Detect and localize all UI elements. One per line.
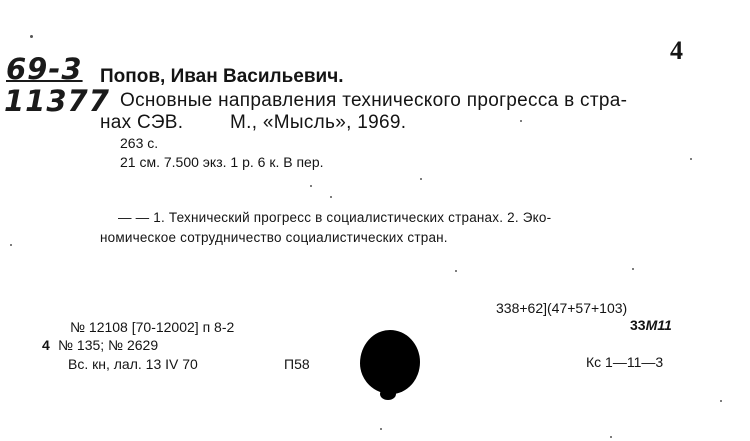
scan-speck bbox=[380, 428, 382, 430]
issue-prefix: 4 bbox=[42, 337, 50, 353]
classification-code bbox=[630, 317, 672, 333]
scan-speck bbox=[690, 158, 692, 160]
plate-code: П58 bbox=[284, 356, 310, 372]
scan-speck bbox=[520, 120, 522, 122]
handwritten-shelf-mark-top: 69-3 bbox=[6, 52, 83, 86]
code-33: 33 bbox=[630, 317, 646, 333]
issue-numbers: № 135; № 2629 bbox=[58, 337, 159, 353]
book-chamber-line: Вс. кн, лал. 13 IV 70 bbox=[68, 356, 198, 372]
scan-speck bbox=[632, 268, 634, 270]
pages-count: 263 с. bbox=[120, 135, 159, 151]
subject-note-line-1: — — 1. Технический прогресс в социалистических странах. 2. Эко- bbox=[118, 210, 552, 225]
author-name: Попов, Иван Васильевич. bbox=[100, 66, 344, 87]
classification-index: 338+62](47+57+103) bbox=[496, 300, 628, 316]
title-line-2-b: М., «Мысль», 1969. bbox=[230, 112, 407, 133]
scan-speck bbox=[10, 244, 12, 246]
scan-speck bbox=[30, 35, 33, 38]
card-hole-mark bbox=[360, 330, 420, 394]
physical-description: 21 см. 7.500 экз. 1 р. 6 к. В пер. bbox=[120, 154, 324, 170]
scan-speck bbox=[420, 178, 422, 180]
scan-speck bbox=[720, 400, 722, 402]
scan-speck bbox=[455, 270, 457, 272]
card-corner-number: 4 bbox=[670, 36, 683, 65]
scan-speck bbox=[610, 436, 612, 438]
catalog-card-code: Кс 1—11—3 bbox=[586, 354, 664, 370]
card-hole-tail bbox=[380, 388, 396, 400]
scan-speck bbox=[310, 185, 312, 187]
handwritten-shelf-mark-bottom: 11377 bbox=[4, 84, 110, 118]
order-number: № 12108 [70-12002] п 8-2 bbox=[70, 319, 235, 335]
subject-note-line-2: номическое сотрудничество социалистических стран. bbox=[100, 230, 448, 245]
code-m11: М11 bbox=[645, 317, 672, 333]
scan-speck bbox=[330, 196, 332, 198]
title-line-1: Основные направления технического прогресса в стра- bbox=[120, 90, 628, 111]
title-line-2-a: нах СЭВ. bbox=[100, 112, 184, 133]
